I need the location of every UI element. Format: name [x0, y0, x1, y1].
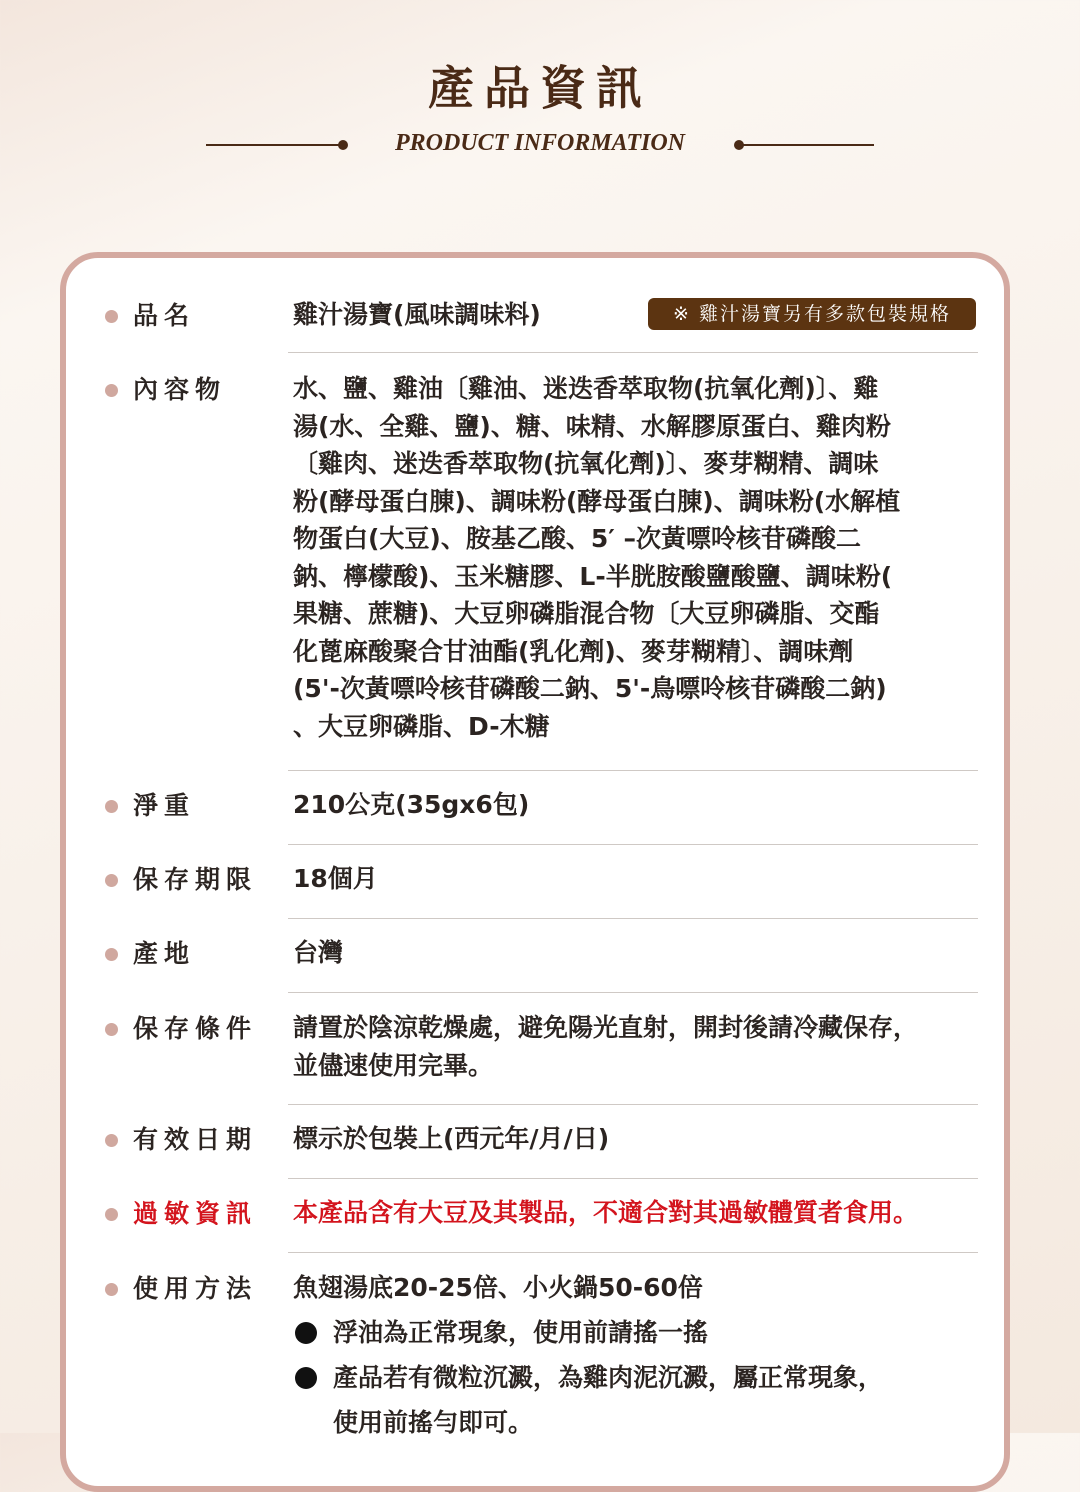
- row-divider: [288, 1252, 978, 1253]
- bullet-icon: [105, 1283, 118, 1296]
- value-line: 標示於包裝上(西元年/月/日): [293, 1124, 610, 1153]
- row-divider: [288, 844, 978, 845]
- value-line: 本產品含有大豆及其製品，不適合對其過敏體質者食用。: [293, 1198, 919, 1227]
- value-line: 〔雞肉、迷迭香萃取物(抗氧化劑)〕、麥芽糊精、調味: [293, 449, 879, 478]
- row-value: [293, 1194, 983, 1232]
- row-value: [293, 786, 983, 824]
- value-line: 並儘速使用完畢。: [293, 1050, 494, 1080]
- bullet-icon: [105, 874, 118, 887]
- row-value: [293, 860, 983, 898]
- value-line: 水、鹽、雞油〔雞油、迷迭香萃取物(抗氧化劑)〕、雞: [293, 374, 879, 403]
- value-line: 請置於陰涼乾燥處，避免陽光直射，開封後請冷藏保存，: [293, 1013, 919, 1042]
- value-line: 、大豆卵磷脂、D-木糖: [293, 711, 550, 741]
- row-value: [293, 1269, 983, 1445]
- row-divider: [288, 352, 978, 353]
- usage-note-text: 使用前搖勻即可。: [333, 1408, 534, 1437]
- row-label: 過敏資訊: [133, 1199, 258, 1228]
- subtitle-row: [0, 128, 1080, 162]
- usage-note-continuation: [293, 1400, 983, 1445]
- row-label: 有效日期: [133, 1125, 258, 1154]
- usage-note: [293, 1310, 983, 1355]
- row-divider: [288, 1104, 978, 1105]
- row-divider: [288, 770, 978, 771]
- row-label: 使用方法: [133, 1274, 258, 1303]
- row-value: [293, 296, 983, 334]
- value-line: 果糖、蔗糖)、大豆卵磷脂混合物〔大豆卵磷脂、交酯: [293, 599, 880, 628]
- filled-circle-icon: [295, 1367, 317, 1389]
- value-line: 18個月: [293, 864, 378, 893]
- value-line: 魚翅湯底20-25倍、小火鍋50-60倍: [293, 1273, 703, 1302]
- page-title: 產品資訊: [428, 61, 652, 115]
- page-subtitle: PRODUCT INFORMATION: [394, 130, 686, 156]
- row-label: 保存條件: [133, 1014, 258, 1043]
- bullet-icon: [105, 1023, 118, 1036]
- value-line: 湯(水、全雞、鹽)、糖、味精、水解膠原蛋白、雞肉粉: [293, 411, 891, 441]
- value-line: 台灣: [293, 938, 344, 967]
- filled-circle-icon: [295, 1322, 317, 1344]
- bullet-icon: [105, 948, 118, 961]
- value-line: 物蛋白(大豆)、胺基乙酸、5′ –次黃嘌呤核苷磷酸二: [293, 524, 862, 553]
- value-line: 210公克(35gx6包): [293, 790, 530, 819]
- row-label: 內容物: [133, 375, 227, 404]
- packaging-note-badge: ※ 雞汁湯寶另有多款包裝規格: [648, 298, 976, 330]
- usage-note-text: 浮油為正常現象，使用前請搖一搖: [333, 1318, 709, 1347]
- row-value: [293, 934, 983, 972]
- row-value: [293, 1009, 983, 1084]
- row-divider: [288, 992, 978, 993]
- value-line: (5'-次黃嘌呤核苷磷酸二鈉、5'-鳥嘌呤核苷磷酸二鈉): [293, 674, 887, 703]
- bullet-icon: [105, 800, 118, 813]
- bullet-icon: [105, 384, 118, 397]
- row-value: [293, 370, 983, 745]
- value-line: 雞汁湯寶(風味調味料): [293, 300, 541, 329]
- value-line: 鈉、檸檬酸)、玉米糖膠、L-半胱胺酸鹽酸鹽、調味粉(: [293, 561, 893, 591]
- value-line: 化蓖麻酸聚合甘油酯(乳化劑)、麥芽糊精〕、調味劑: [293, 636, 854, 666]
- right-divider-line: [742, 144, 874, 146]
- row-label: 淨重: [133, 791, 196, 820]
- row-divider: [288, 1178, 978, 1179]
- row-divider: [288, 918, 978, 919]
- row-label: 產地: [133, 939, 196, 968]
- row-value: [293, 1120, 983, 1158]
- row-label: 保存期限: [133, 865, 258, 894]
- bullet-icon: [105, 310, 118, 323]
- usage-note-text: 產品若有微粒沉澱，為雞肉泥沉澱，屬正常現象，: [333, 1363, 884, 1392]
- row-label: 品名: [133, 301, 196, 330]
- bullet-icon: [105, 1208, 118, 1221]
- usage-note: [293, 1355, 983, 1400]
- bullet-icon: [105, 1134, 118, 1147]
- value-line: 粉(酵母蛋白腖)、調味粉(酵母蛋白腖)、調味粉(水解植: [293, 486, 901, 516]
